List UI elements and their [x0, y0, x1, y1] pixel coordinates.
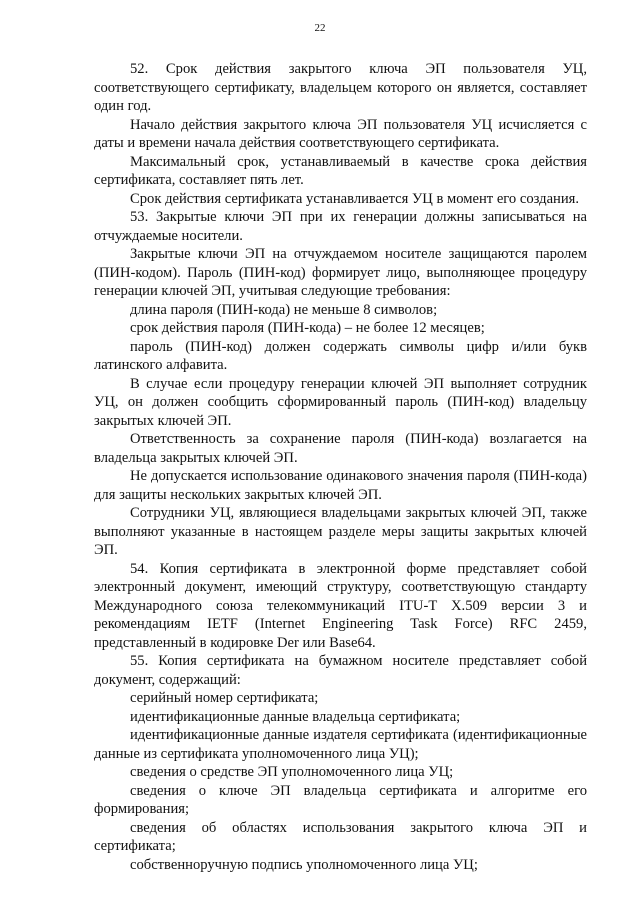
list-item: идентификационные данные издателя сертификата (идентификационные данные из сертификата уполномоченного лица УЦ); — [94, 727, 587, 762]
list-item: идентификационные данные владельца сертификата; — [130, 708, 461, 725]
list-item: собственноручную подпись уполномоченного лица УЦ; — [130, 856, 478, 873]
paragraph-validity-start: Начало действия закрытого ключа ЭП пользователя УЦ исчисляется с даты и времени начала действия соответствующего сертификата. — [94, 116, 587, 151]
paragraph-55-paper-copy: 55. Копия сертификата на бумажном носителе представляет собой документ, содержащий: — [94, 653, 587, 688]
paragraph-same-pin: Не допускается использование одинакового значения пароля (ПИН-кода) для защиты нескольких закрытых ключей ЭП. — [94, 468, 587, 503]
list-item: сведения о средстве ЭП уполномоченного лица УЦ; — [130, 764, 454, 780]
page-number: 22 — [314, 22, 326, 34]
paragraph-employee-generation: В случае если процедуру генерации ключей ЭП выполняет сотрудник УЦ, он должен сообщить сформированный пароль (ПИН-код) владельцу закрытых ключей ЭП. — [94, 375, 587, 429]
list-item: длина пароля (ПИН-кода) не меньше 8 символов; — [130, 301, 438, 318]
paragraph-term-set: Срок действия сертификата устанавливается УЦ в момент его создания. — [130, 190, 580, 207]
list-item: пароль (ПИН-код) должен содержать символы цифр и/или букв латинского алфавита. — [94, 338, 587, 373]
paragraph-pin-protection: Закрытые ключи ЭП на отчуждаемом носителе защищаются паролем (ПИН-кодом). Пароль (ПИН-код) формирует лицо, выполняющее процедуру генерации ключей ЭП, учитывая следующие требования: — [94, 246, 587, 299]
list-item: сведения об областях использования закрытого ключа ЭП и сертификата; — [94, 819, 587, 854]
document-body — [94, 60, 587, 874]
paragraph-53-storage: 53. Закрытые ключи ЭП при их генерации должны записываться на отчуждаемые носители. — [94, 209, 587, 244]
list-item: срок действия пароля (ПИН-кода) – не более 12 месяцев; — [130, 320, 485, 336]
paragraph-52-validity: 52. Срок действия закрытого ключа ЭП пользователя УЦ, соответствующего сертификату, владельцем которого он является, составляет один год. — [94, 61, 587, 114]
paragraph-employees: Сотрудники УЦ, являющиеся владельцами закрытых ключей ЭП, также выполняют указанные в настоящем разделе меры защиты закрытых ключей ЭП. — [94, 505, 587, 558]
paragraph-max-term: Максимальный срок, устанавливаемый в качестве срока действия сертификата, составляет пять лет. — [94, 153, 587, 188]
list-item: сведения о ключе ЭП владельца сертификата и алгоритме его формирования; — [94, 782, 587, 817]
paragraph-54-electronic-copy: 54. Копия сертификата в электронной форме представляет собой электронный документ, имеющий структуру, соответствующую стандарту Международного союза телекоммуникаций ITU-T X.509 версии 3 и рекомендациям IETF (Internet Engineering Task Force) RFC 2459, представленный в кодировке Der или Base64. — [94, 560, 587, 651]
list-item: серийный номер сертификата; — [130, 690, 319, 706]
paragraph-responsibility: Ответственность за сохранение пароля (ПИН-кода) возлагается на владельца закрытых ключей ЭП. — [94, 431, 587, 466]
